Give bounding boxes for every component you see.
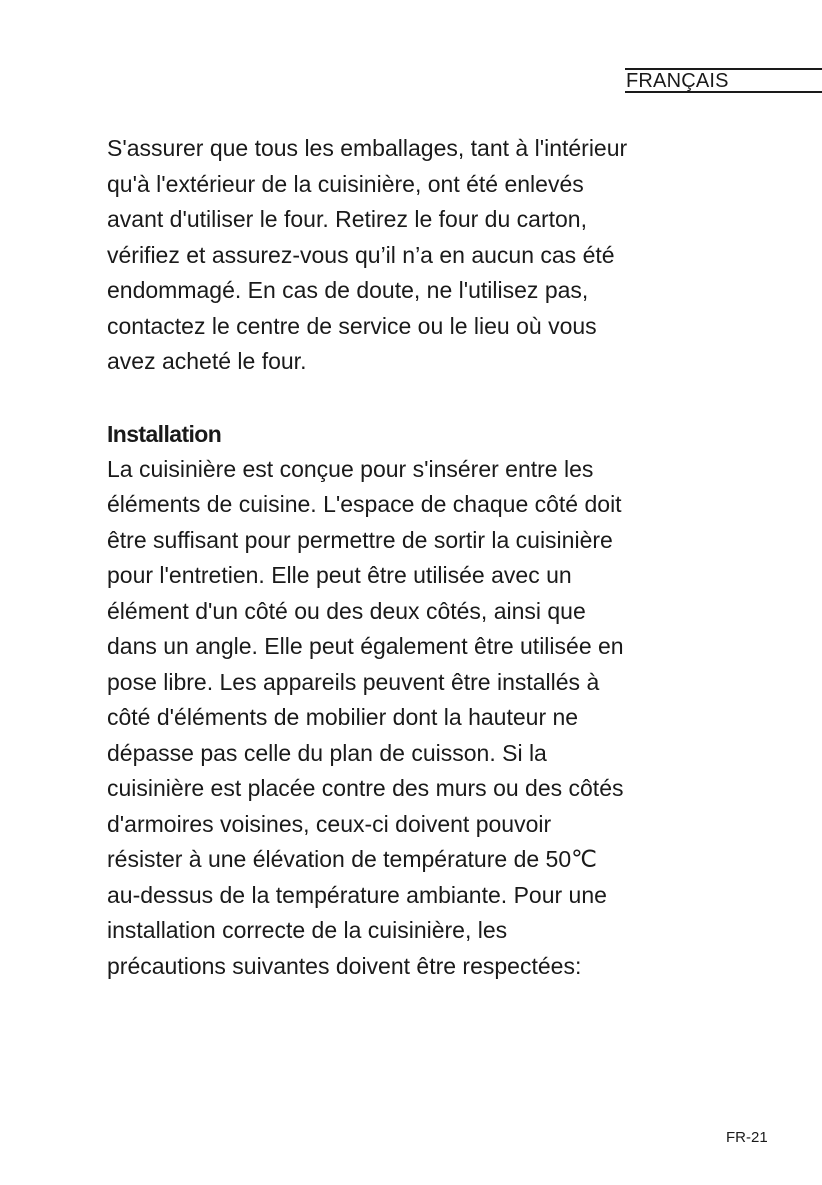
installation-line: être suffisant pour permettre de sortir la cuisinière [107, 526, 613, 553]
intro-paragraph [107, 131, 747, 380]
installation-heading: Installation [107, 420, 222, 447]
intro-line: contactez le centre de service ou le lieu où vous [107, 312, 597, 339]
intro-line: S'assurer que tous les emballages, tant à l'intérieur [107, 135, 628, 161]
installation-line: d'armoires voisines, ceux-ci doivent pouvoir [107, 810, 552, 837]
installation-line: au-dessus de la température ambiante. Pour une [107, 881, 607, 908]
installation-line: pour l'entretien. Elle peut être utilisée avec un [107, 562, 572, 588]
installation-line: dans un angle. Elle peut également être utilisée en [107, 633, 624, 659]
installation-paragraph [107, 452, 747, 985]
intro-line: qu'à l'extérieur de la cuisinière, ont été enlevés [107, 170, 584, 197]
page-header [625, 64, 822, 94]
intro-line: avez acheté le four. [107, 348, 307, 374]
installation-line: éléments de cuisine. L'espace de chaque côté doit [107, 491, 622, 517]
installation-line: La cuisinière est conçue pour s'insérer entre les [107, 455, 594, 482]
installation-line: cuisinière est placée contre des murs ou des côtés [107, 775, 624, 801]
installation-line: résister à une élévation de température de 50℃ [107, 846, 597, 872]
intro-line: avant d'utiliser le four. Retirez le four du carton, [107, 206, 587, 232]
intro-line: vérifiez et assurez-vous qu’il n’a en aucun cas été [107, 241, 615, 268]
installation-line: pose libre. Les appareils peuvent être installés à [107, 668, 600, 695]
page-content [107, 131, 747, 984]
language-label: FRANÇAIS [626, 70, 729, 92]
installation-line: élément d'un côté ou des deux côtés, ainsi que [107, 597, 586, 624]
page-number: FR-21 [726, 1129, 768, 1146]
header-rule-bottom [625, 91, 822, 93]
installation-line: installation correcte de la cuisinière, les [107, 917, 508, 943]
installation-line: dépasse pas celle du plan de cuisson. Si la [107, 739, 547, 766]
installation-line: côté d'éléments de mobilier dont la hauteur ne [107, 704, 579, 730]
intro-line: endommagé. En cas de doute, ne l'utilisez pas, [107, 277, 589, 303]
installation-line: précautions suivantes doivent être respectées: [107, 952, 582, 979]
